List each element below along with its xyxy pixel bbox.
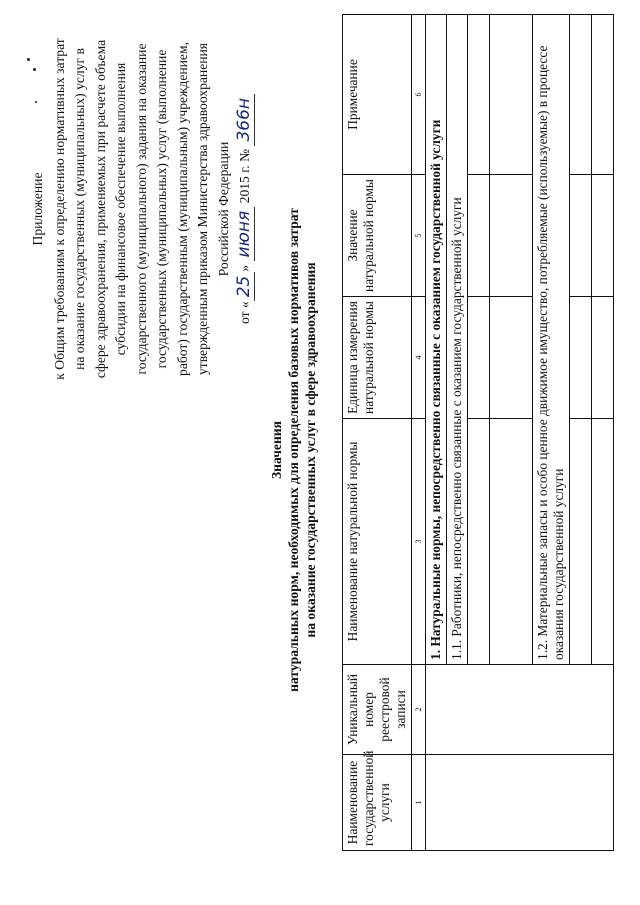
order-date-line [234, 33, 256, 385]
header-registry-number: Уникальный номер реестровой записи [343, 665, 412, 755]
annex-block [28, 33, 256, 385]
column-number: 5 [412, 175, 426, 297]
table-cell [468, 175, 490, 297]
document-title [268, 115, 319, 785]
order-number-handwritten: 366н [234, 94, 255, 146]
annex-line: к Общим требованиям к определению нормативных затрат [51, 38, 67, 380]
table-cell [490, 15, 533, 175]
title-line-1: Значения [269, 421, 284, 479]
table-cell [592, 297, 614, 419]
service-name-cell [426, 755, 614, 851]
subsection-1-1-heading: 1.1. Работники, непосредственно связанные с оказанием государственной услуги [447, 15, 468, 665]
table-cell [570, 175, 592, 297]
table-cell [592, 419, 614, 665]
column-number: 3 [412, 419, 426, 665]
annex-line: сфере здравоохранения, применяемых при расчете объема [92, 39, 108, 379]
annex-line: утвержденным приказом Министерства здравоохранения [195, 42, 210, 376]
column-number: 1 [412, 755, 426, 851]
order-month-handwritten: июня [234, 207, 255, 262]
table-cell [468, 419, 490, 665]
column-number: 6 [412, 15, 426, 175]
header-norm-value: Значение натуральной нормы [343, 175, 412, 297]
annex-line: государственных (муниципальных) услуг (выполнение [154, 49, 169, 369]
registry-number-cell [426, 665, 614, 755]
order-quote: » [237, 264, 252, 272]
natural-norms-table [342, 14, 614, 851]
table-cell [490, 175, 533, 297]
subsection-1-2-heading: 1.2. Материальные запасы и особо ценное движимое имущество, потребляемые (используемые) в процессе оказания государственной услуги [533, 15, 570, 665]
column-number: 2 [412, 665, 426, 755]
table-header-row [343, 15, 412, 851]
annex-line: Российской Федерации [215, 141, 231, 277]
header-unit: Единица измерения натуральной нормы [343, 297, 412, 419]
annex-line: работ) государственным (муниципальным) учреждением, [174, 42, 190, 376]
order-year: 2015 г. № [237, 148, 252, 204]
order-day-handwritten: 25 [234, 272, 255, 302]
annex-line: субсидии на финансовое обеспечение выполнения [113, 62, 128, 356]
annex-line: на оказание государственных (муниципальных) услуг в [72, 48, 87, 370]
column-number-row [412, 15, 426, 851]
table-cell [592, 175, 614, 297]
header-service-name: Наименование государственной услуги [343, 755, 412, 851]
annex-line: государственного (муниципального) задания на оказание [133, 43, 149, 375]
table-cell [592, 15, 614, 175]
table-cell [468, 15, 490, 175]
table-cell [570, 297, 592, 419]
annex-title: Приложение [30, 172, 45, 246]
table-cell [490, 297, 533, 419]
table-cell [468, 297, 490, 419]
title-line-3: на оказание государственных услуг в сфере здравоохранения [303, 262, 318, 638]
section-1-row [426, 15, 447, 851]
order-prefix: от « [237, 301, 252, 325]
title-line-2: натуральных норм, необходимых для определения базовых нормативов затрат [286, 208, 301, 692]
table-cell [570, 419, 592, 665]
column-number: 4 [412, 297, 426, 419]
section-1-heading: 1. Натуральные нормы, непосредственно связанные с оказанием государственной услуги [426, 15, 447, 665]
header-note: Примечание [343, 15, 412, 175]
table-cell [570, 15, 592, 175]
header-norm-name: Наименование натуральной нормы [343, 419, 412, 665]
table-cell [490, 419, 533, 665]
